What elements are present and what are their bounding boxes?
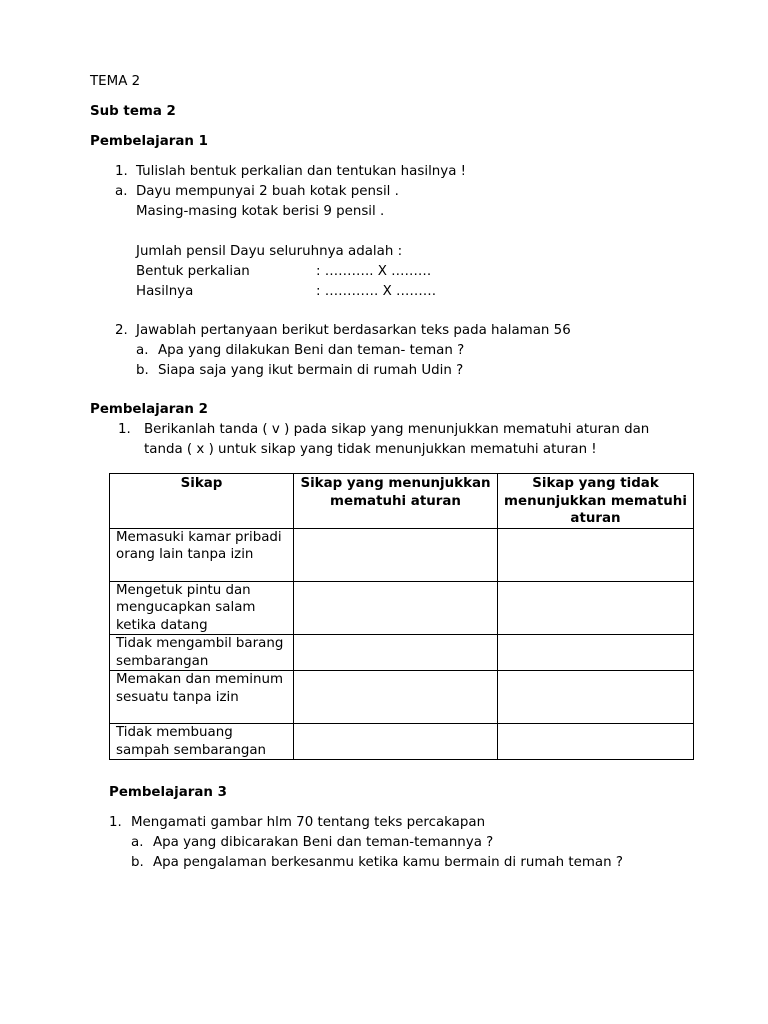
- row-sikap-cell: Tidak mengambil barang sembarangan: [110, 635, 294, 671]
- header-tidak-mematuhi: Sikap yang tidak menunjukkan mematuhi aturan: [498, 474, 694, 529]
- p3-qa-label: a.: [131, 835, 144, 850]
- table-header-row: [110, 474, 694, 529]
- tema-title: TEMA 2: [90, 74, 141, 89]
- p3-q1-number: 1.: [109, 815, 122, 830]
- p2-q1-line2: tanda ( x ) untuk sikap yang tidak menunjukkan mematuhi aturan !: [144, 442, 597, 457]
- row-sikap-cell: Memasuki kamar pribadi orang lain tanpa izin: [110, 528, 294, 581]
- header-mematuhi: Sikap yang menunjukkan mematuhi aturan: [294, 474, 498, 529]
- row-sikap-cell: Memakan dan meminum sesuatu tanpa izin: [110, 671, 294, 724]
- p1-q2b-label: b.: [136, 363, 149, 378]
- p1-q1-text: Tulislah bentuk perkalian dan tentukan hasilnya !: [136, 164, 467, 179]
- p1-q1-number: 1.: [115, 164, 128, 179]
- p3-qa-text: Apa yang dibicarakan Beni dan teman-temannya ?: [153, 835, 494, 850]
- header-sikap: Sikap: [110, 474, 294, 529]
- row-tidak-mematuhi-cell[interactable]: [498, 724, 694, 760]
- p1-bentuk-label: Bentuk perkalian: [136, 264, 250, 279]
- p1-q2a-label: a.: [136, 343, 149, 358]
- p1-a-line1: Dayu mempunyai 2 buah kotak pensil .: [136, 184, 399, 199]
- row-mematuhi-cell[interactable]: [294, 671, 498, 724]
- sikap-table: [109, 473, 694, 760]
- p2-q1-number: 1.: [118, 422, 131, 437]
- p1-a-line2: Masing-masing kotak berisi 9 pensil .: [136, 204, 385, 219]
- row-sikap-cell: Mengetuk pintu dan mengucapkan salam ketika datang: [110, 581, 294, 635]
- row-tidak-mematuhi-cell[interactable]: [498, 671, 694, 724]
- table-row: [110, 724, 694, 760]
- pembelajaran-2-heading: Pembelajaran 2: [90, 402, 208, 417]
- p3-qb-label: b.: [131, 855, 144, 870]
- p3-q1-text: Mengamati gambar hlm 70 tentang teks percakapan: [131, 815, 486, 830]
- row-mematuhi-cell[interactable]: [294, 581, 498, 635]
- row-tidak-mematuhi-cell[interactable]: [498, 528, 694, 581]
- p1-bentuk-value: : ……….. X ………: [316, 264, 432, 279]
- p1-q2-text: Jawablah pertanyaan berikut berdasarkan teks pada halaman 56: [136, 323, 571, 338]
- row-mematuhi-cell[interactable]: [294, 635, 498, 671]
- row-sikap-cell: Tidak membuang sampah sembarangan: [110, 724, 294, 760]
- table-row: [110, 581, 694, 635]
- p3-qb-text: Apa pengalaman berkesanmu ketika kamu bermain di rumah teman ?: [153, 855, 623, 870]
- row-tidak-mematuhi-cell[interactable]: [498, 635, 694, 671]
- p1-q2-number: 2.: [115, 323, 128, 338]
- subtema-title: Sub tema 2: [90, 104, 176, 119]
- p1-a-label: a.: [115, 184, 128, 199]
- pembelajaran-1-heading: Pembelajaran 1: [90, 134, 208, 149]
- p2-q1-line1: Berikanlah tanda ( v ) pada sikap yang menunjukkan mematuhi aturan dan: [144, 422, 650, 437]
- table-row: [110, 635, 694, 671]
- pembelajaran-3-heading: Pembelajaran 3: [109, 785, 227, 800]
- p1-hasil-value: : ………… X ………: [316, 284, 437, 299]
- p1-jumlah-text: Jumlah pensil Dayu seluruhnya adalah :: [136, 244, 403, 259]
- p1-q2b-text: Siapa saja yang ikut bermain di rumah Udin ?: [158, 363, 464, 378]
- p1-hasil-label: Hasilnya: [136, 284, 194, 299]
- p1-q2a-text: Apa yang dilakukan Beni dan teman- teman ?: [158, 343, 465, 358]
- row-mematuhi-cell[interactable]: [294, 528, 498, 581]
- row-mematuhi-cell[interactable]: [294, 724, 498, 760]
- table-row: [110, 671, 694, 724]
- table-row: [110, 528, 694, 581]
- row-tidak-mematuhi-cell[interactable]: [498, 581, 694, 635]
